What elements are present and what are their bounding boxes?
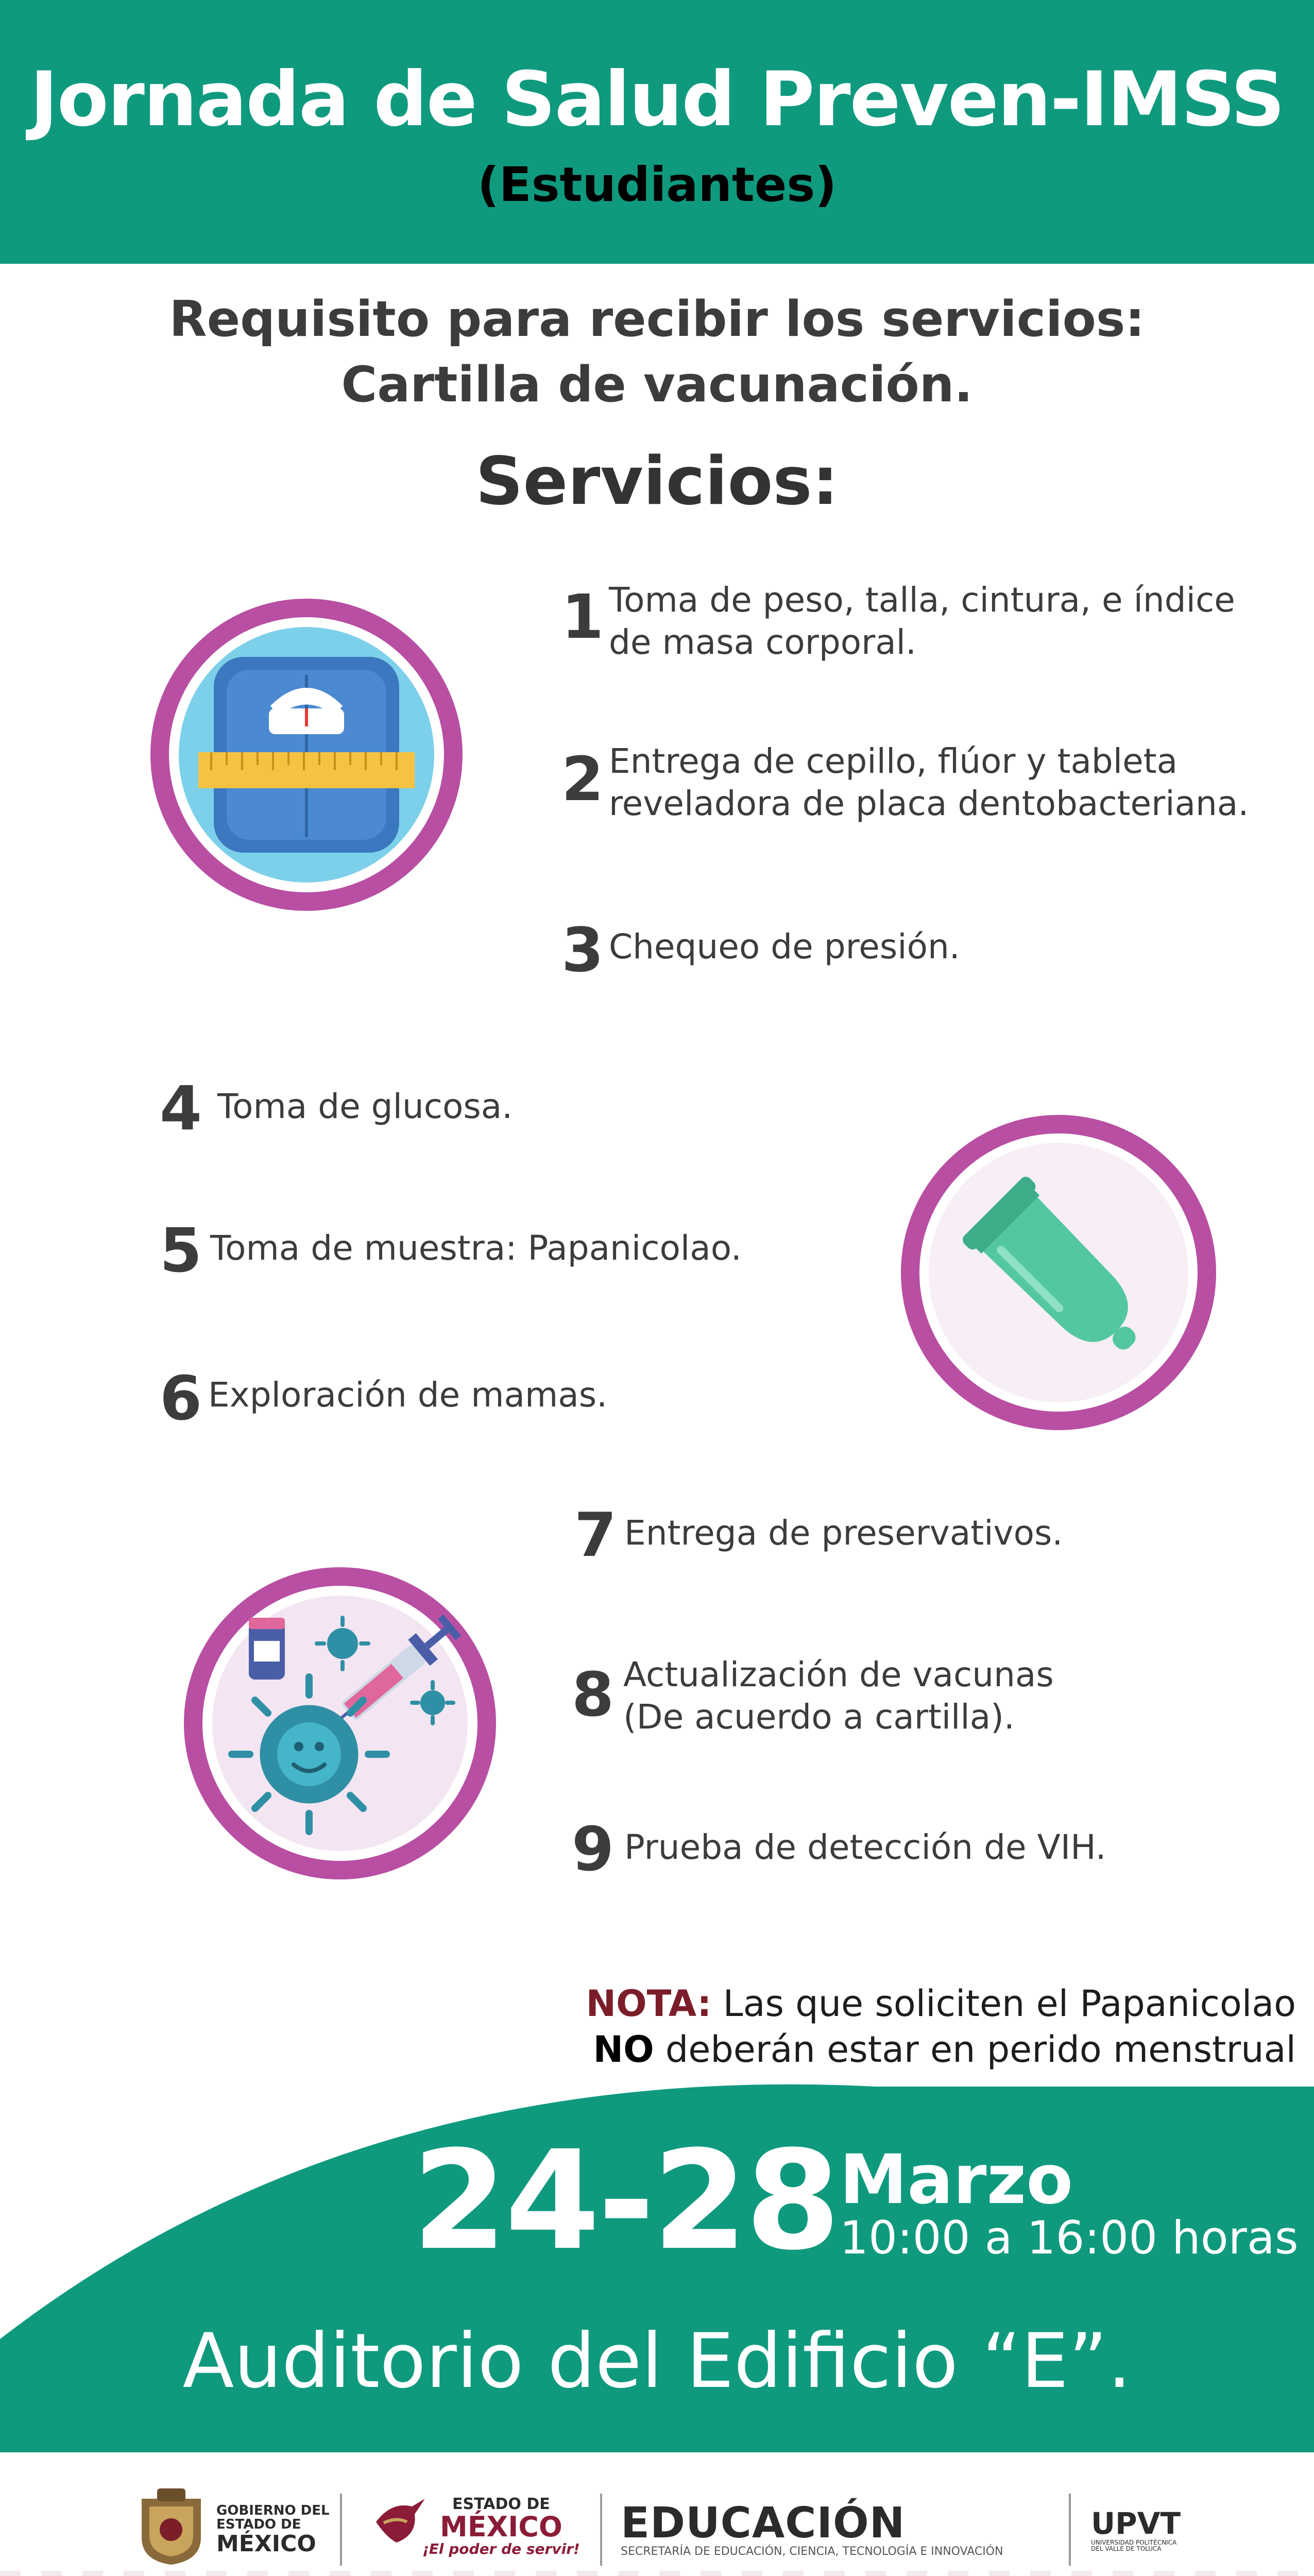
service-number: 1 — [561, 581, 604, 652]
educacion-logo-text — [621, 2501, 1003, 2557]
service-text-line-2: reveladora de placa dentobacteriana. — [609, 784, 1249, 823]
gobierno-line-3: MÉXICO — [216, 2530, 316, 2557]
edomex-logo-text — [422, 2496, 580, 2557]
edomex-line-1: ESTADO DE — [452, 2495, 550, 2513]
upvt-title: UPVT — [1091, 2506, 1181, 2541]
service-item-8 — [623, 1654, 1054, 1738]
upvt-subtitle-1: UNIVERSIDAD POLITÉCNICA — [1091, 2538, 1177, 2546]
note-label: NOTA: — [586, 1982, 712, 2025]
divider — [340, 2494, 342, 2566]
requirement-line-2: Cartilla de vacunación. — [341, 357, 973, 413]
service-item-2 — [609, 740, 1249, 825]
divider — [1069, 2494, 1071, 2566]
divider — [600, 2494, 602, 2566]
note-text: Las que soliciten el Papanicolao — [711, 1982, 1296, 2025]
service-item-1 — [609, 579, 1235, 664]
event-dates: 24-28 — [412, 2122, 839, 2280]
service-number: 3 — [561, 914, 604, 986]
event-place: Auditorio del Edificio “E”. — [182, 2317, 1132, 2405]
condom-icon — [899, 1113, 1218, 1432]
service-item-3: Chequeo de presión. — [609, 927, 960, 967]
service-text-line-2: de masa corporal. — [609, 622, 916, 662]
educacion-subtitle: SECRETARÍA DE EDUCACIÓN, CIENCIA, TECNOLOGÍA E INNOVACIÓN — [621, 2545, 1003, 2558]
upvt-logo-text — [1091, 2508, 1181, 2552]
edomex-line-2: MÉXICO — [439, 2510, 562, 2543]
note-line-2 — [593, 2028, 1296, 2071]
service-number: 2 — [561, 743, 604, 815]
event-hours: 10:00 a 16:00 horas — [840, 2211, 1299, 2264]
page-subtitle: (Estudiantes) — [477, 157, 837, 212]
service-number: 9 — [572, 1814, 615, 1885]
edomex-slogan: ¡El poder de servir! — [422, 2540, 580, 2558]
upvt-subtitle-2: DEL VALLE DE TOLUCA — [1091, 2545, 1162, 2553]
gobierno-line-1: GOBIERNO DEL — [216, 2503, 330, 2518]
vaccine-icon — [183, 1566, 497, 1880]
service-number: 4 — [160, 1073, 202, 1144]
note-line-1 — [586, 1982, 1296, 2025]
service-number: 8 — [572, 1659, 615, 1730]
service-number: 7 — [574, 1499, 617, 1570]
service-item-4: Toma de glucosa. — [217, 1087, 513, 1126]
educacion-title: EDUCACIÓN — [621, 2499, 906, 2548]
service-item-6: Exploración de mamas. — [208, 1375, 608, 1415]
event-month: Marzo — [840, 2140, 1073, 2219]
page-title: Jornada de Salud Preven-IMSS — [30, 56, 1284, 143]
service-item-9: Prueba de detección de VIH. — [624, 1827, 1106, 1867]
service-text-line-2: (De acuerdo a cartilla). — [623, 1697, 1015, 1737]
hummingbird-icon — [371, 2491, 428, 2553]
gobierno-logo-text — [216, 2504, 330, 2556]
service-text-line-1: Actualización de vacunas — [623, 1655, 1054, 1694]
services-heading: Servicios: — [475, 443, 839, 520]
service-number: 6 — [160, 1363, 202, 1434]
requirement-line-1: Requisito para recibir los servicios: — [169, 291, 1145, 348]
note-no-label: NO — [593, 2028, 654, 2071]
service-number: 5 — [160, 1215, 202, 1286]
service-text-line-1: Entrega de cepillo, flúor y tableta — [609, 741, 1178, 781]
decorative-pattern — [0, 2571, 1314, 2576]
scale-icon — [149, 598, 464, 912]
service-item-5: Toma de muestra: Papanicolao. — [210, 1228, 742, 1268]
service-item-7: Entrega de preservativos. — [624, 1513, 1063, 1553]
service-text-line-1: Toma de peso, talla, cintura, e índice — [609, 580, 1235, 620]
gobierno-line-2: ESTADO DE — [216, 2517, 301, 2533]
coat-of-arms-icon — [136, 2488, 206, 2566]
note-text: deberán estar en perido menstrual — [654, 2028, 1296, 2071]
